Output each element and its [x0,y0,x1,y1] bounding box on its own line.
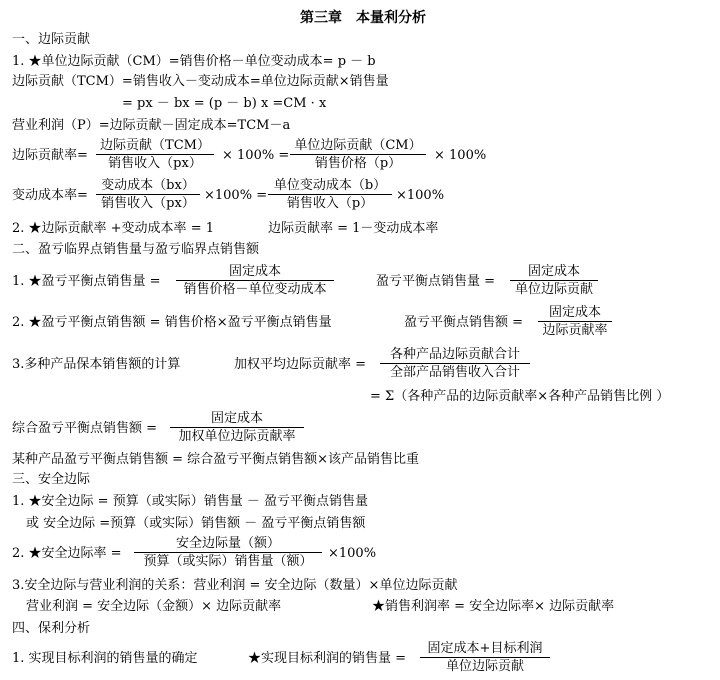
margin-of-safety-amount-line: 或 安全边际 =预算（或实际）销售额 － 盈亏平衡点销售额 [26,516,366,531]
fraction-numerator: 固定成本 [538,305,612,322]
fraction-numerator: 边际贡献（TCM） [96,138,214,155]
unit-contribution-margin-line: 1. ★单位边际贡献（CM）=销售价格－单位变动成本= p － b [12,54,376,69]
breakeven-volume-label: 1. ★盈亏平衡点销售量 = [12,274,161,289]
composite-breakeven-label: 综合盈亏平衡点销售额 = [12,421,158,436]
breakeven-volume-fraction [176,264,334,297]
fraction-denominator: 加权单位边际贡献率 [178,429,296,444]
margin-of-safety-ratio-label: 2. ★安全边际率 = [12,546,122,561]
fraction-denominator: 边际贡献率 [542,323,608,338]
cm-ratio-fraction-2 [290,138,426,171]
fraction-denominator: 单位边际贡献 [445,659,524,674]
weighted-cm-ratio-fraction [380,347,530,380]
fraction-denominator: 销售收入（px） [101,196,195,211]
breakeven-sales-line: 2. ★盈亏平衡点销售额 = 销售价格×盈亏平衡点销售量 [12,315,332,330]
fraction-denominator: 单位边际贡献 [514,282,593,297]
cm-ratio-mid: × 100% = [222,148,290,163]
vc-ratio-label: 变动成本率= [12,188,88,203]
cm-ratio-tail: × 100% [434,148,487,163]
cm-ratio-label: 边际贡献率= [12,148,88,163]
breakeven-sales-label-2: 盈亏平衡点销售额 = [404,315,524,330]
fraction-denominator: 全部产品销售收入合计 [389,365,520,380]
fraction-denominator: 预算（或实际）销售量（额） [143,554,313,569]
fraction-numerator: 变动成本（bx） [96,178,200,195]
total-contribution-margin-line: 边际贡献（TCM）=销售收入－变动成本=单位边际贡献×销售量 [12,74,389,89]
product-breakeven-line: 某种产品盈亏平衡点销售额 = 综合盈亏平衡点销售额×该产品销售比重 [12,452,420,467]
sales-profit-ratio-line: ★销售利润率 = 安全边际率× 边际贡献率 [372,599,615,614]
target-profit-volume-fraction [420,641,550,674]
cm-ratio-fraction-1 [96,138,214,171]
operating-profit-relation-line: 营业利润 = 安全边际（金额）× 边际贡献率 [26,599,282,614]
margin-of-safety-ratio-tail: ×100% [328,546,377,561]
fraction-numerator: 固定成本+目标利润 [420,641,550,658]
multi-product-label: 3.多种产品保本销售额的计算 [12,357,181,372]
breakeven-sales-fraction [538,305,612,338]
breakeven-volume-label-2: 盈亏平衡点销售量 = [376,274,496,289]
fraction-numerator: 各种产品边际贡献合计 [380,347,530,364]
weighted-cm-ratio-label: 加权平均边际贡献率 = [234,357,367,372]
operating-profit-line: 营业利润（P）=边际贡献－固定成本=TCM－a [12,118,291,133]
vc-ratio-mid: ×100% = [204,188,268,203]
weighted-cm-ratio-sum: = Σ（各种产品的边际贡献率×各种产品销售比例 ） [370,389,670,404]
ratio-identity-line-2: 边际贡献率 = 1－变动成本率 [268,221,439,236]
composite-breakeven-fraction [170,411,304,444]
fraction-denominator: 销售价格（p） [314,156,402,171]
target-profit-label: 1. 实现目标利润的销售量的确定 [12,651,198,666]
fraction-denominator: 销售收入（px） [108,156,202,171]
breakeven-volume-fraction-2 [510,264,598,297]
margin-of-safety-ratio-fraction [134,536,322,569]
vc-ratio-tail: ×100% [396,188,445,203]
margin-of-safety-line: 1. ★安全边际 = 预算（或实际）销售量 － 盈亏平衡点销售量 [12,494,368,509]
section-heading-2: 二、盈亏临界点销售量与盈亏临界点销售额 [12,242,260,257]
section-heading-4: 四、保利分析 [12,621,91,636]
safety-profit-relation-line: 3.安全边际与营业利润的关系：营业利润 = 安全边际（数量）×单位边际贡献 [12,578,458,593]
fraction-denominator: 销售收入（p） [286,196,374,211]
vc-ratio-fraction-1 [96,178,200,211]
vc-ratio-fraction-2 [268,178,392,211]
ratio-identity-line: 2. ★边际贡献率 +变动成本率 = 1 [12,221,214,236]
fraction-numerator: 固定成本 [510,264,598,281]
fraction-numerator: 固定成本 [176,264,334,281]
fraction-denominator: 销售价格－单位变动成本 [183,282,327,297]
tcm-expansion-line: = px － bx = (p － b) x =CM · x [122,96,327,111]
fraction-numerator: 单位边际贡献（CM） [290,138,426,155]
section-heading-1: 一、边际贡献 [12,32,91,47]
fraction-numerator: 安全边际量（额） [134,536,322,553]
fraction-numerator: 固定成本 [170,411,304,428]
section-heading-3: 三、安全边际 [12,472,91,487]
page-title: 第三章 本量利分析 [300,10,426,26]
fraction-numerator: 单位变动成本（b） [268,178,392,195]
target-profit-volume-label: ★实现目标利润的销售量 = [248,651,407,666]
